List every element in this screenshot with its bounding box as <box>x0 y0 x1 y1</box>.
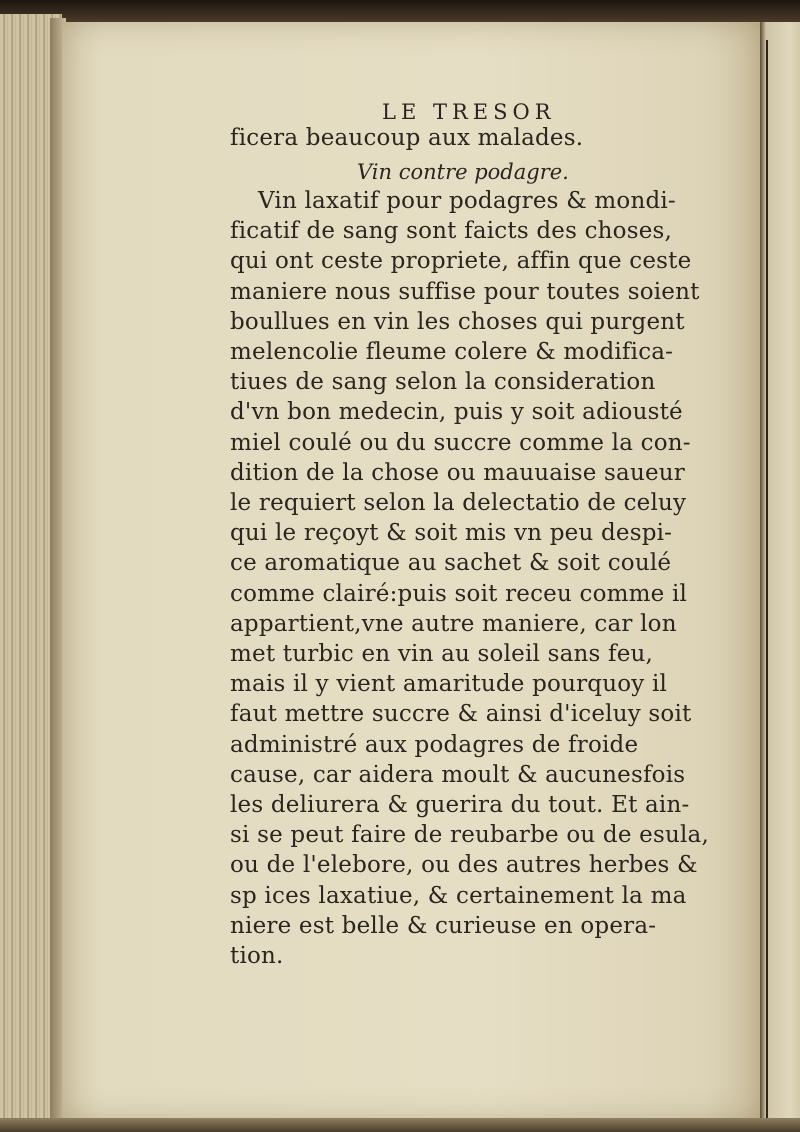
body-line: ou de l'elebore, ou des autres herbes & <box>230 852 698 879</box>
body-line: sp ices laxatiue, & certainement la ma <box>230 882 687 909</box>
body-line: les deliurera & guerira du tout. Et ain- <box>230 792 690 818</box>
body-line: tiues de sang selon la consideration <box>230 369 656 396</box>
body-line: dition de la chose ou mauuaise saueur <box>230 459 686 486</box>
body-line: faut mettre succre & ainsi d'iceluy soit <box>230 701 692 728</box>
body-line: melencolie fleume colere & modifica- <box>230 339 674 365</box>
binding-line <box>766 40 768 1120</box>
body-line: cause, car aidera moult & aucunesfois <box>230 761 686 788</box>
body-line: qui ont ceste propriete, affin que ceste <box>230 248 692 275</box>
body-line: maniere nous suffise pour toutes soient <box>230 278 700 305</box>
body-line: boullues en vin les choses qui purgent <box>230 308 685 335</box>
body-line: appartient,vne autre maniere, car lon <box>230 610 677 637</box>
body-line: comme clairé:puis soit receu comme il <box>230 580 688 607</box>
body-line: Vin laxatif pour podagres & mondi- <box>258 188 676 214</box>
body-line: miel coulé ou du succre comme la con- <box>230 429 691 456</box>
body-line: tion. <box>230 943 284 969</box>
section-heading: Vin contre podagre. <box>357 160 569 184</box>
first-line: ficera beaucoup aux malades. <box>230 125 584 151</box>
body-line: si se peut faire de reubarbe ou de esula, <box>230 822 709 849</box>
book-top-edge <box>0 0 800 22</box>
book-bottom-edge <box>0 1118 800 1132</box>
body-line: ficatif de sang sont faicts des choses, <box>230 218 673 245</box>
body-line: mais il y vient amaritude pourquoy il <box>230 671 668 698</box>
running-head: LE TRESOR <box>382 100 556 124</box>
body-line: met turbic en vin au soleil sans feu, <box>230 641 654 667</box>
body-line: ce aromatique au sachet & soit coulé <box>230 550 672 577</box>
body-line: le requiert selon la delectatio de celuy <box>230 490 687 516</box>
body-line: niere est belle & curieuse en opera- <box>230 912 657 939</box>
body-line: administré aux podagres de froide <box>230 731 639 758</box>
body-line: d'vn bon medecin, puis y soit adiousté <box>230 399 683 426</box>
body-line: qui le reçoyt & soit mis vn peu despi- <box>230 520 673 547</box>
